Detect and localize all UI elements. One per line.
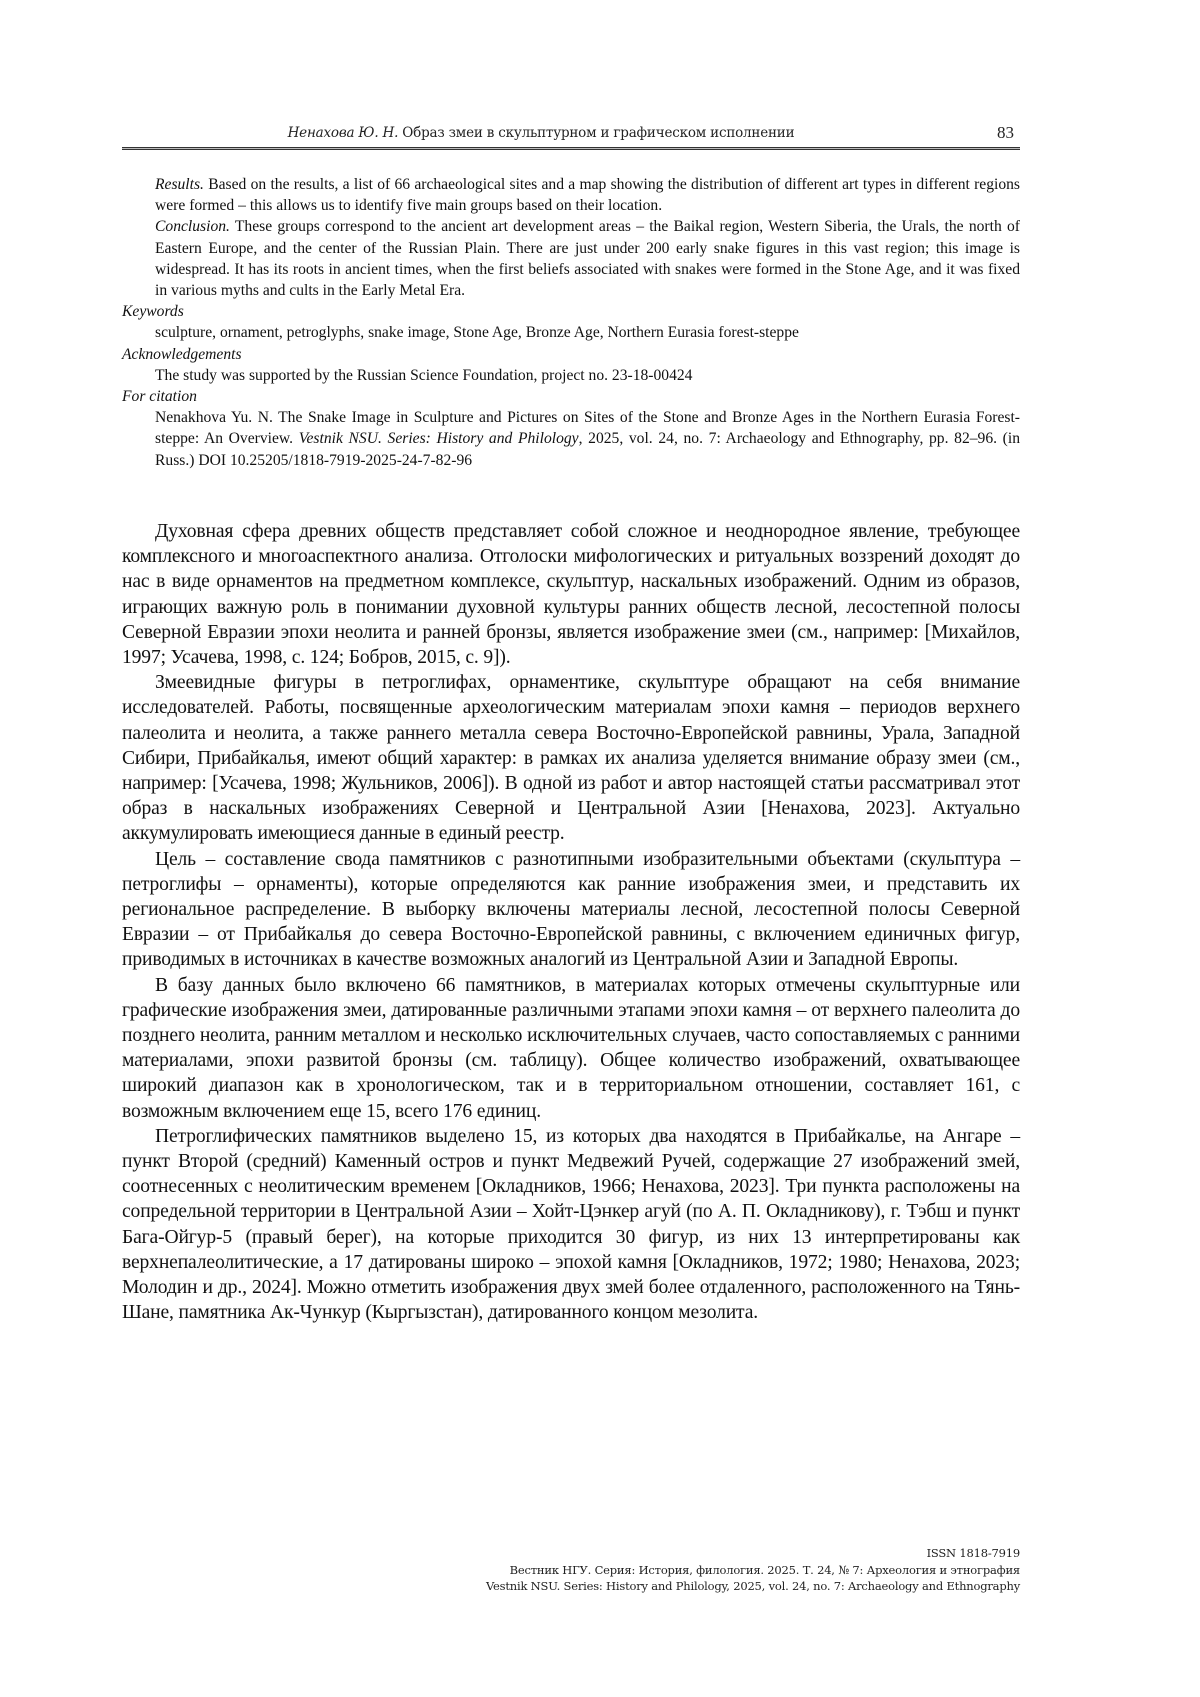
conclusion-text: These groups correspond to the ancient art development areas – the Baikal region, Western Siberia, the Urals, the north of Eastern Europe, and the center of the Russian Plain. There are just under 200 early snake figures in this vast region; this image is widespread. It has its roots in ancient times, when the first beliefs associated with snakes were formed in the Stone Age, and it was fixed in various myths and cults in the Early Metal Era. [155,218,1020,300]
citation-journal: Vestnik NSU. Series: History and Philology [298,430,579,448]
body-paragraph: Змеевидные фигуры в петроглифах, орнаментике, скульптуре обращают на себя внимание исследователей. Работы, посвященные археологическим материалам эпохи камня – периодов верхнего палеолита и неолита, а также раннего металла севера Восточно-Европейской равнины, Урала, Западной Сибири, Прибайкалья, имеют общий характер: в рамках их анализа уделяется внимание образу змеи (см., например: [Усачева, 1998; Жульников, 2006]). В одной из работ и автор настоящей статьи рассматривал этот образ в наскальных изображениях Северной и Центральной Азии [Ненахова, 2023]. Актуально аккумулировать имеющиеся данные в единый реестр. [122,672,1020,845]
footer-journal-ru: Вестник НГУ. Серия: История, филология. 2025. Т. 24, № 7: Археология и этнография [509,1562,1020,1577]
body-paragraph: В базу данных было включено 66 памятников, в материалах которых отмечены скульптурные или графические изображения змеи, датированные различными этапами эпохи камня – от верхнего палеолита до позднего неолита, ранним металлом и несколько исключительных случаев, часто сопоставляемых с ранними материалами, эпохи развитой бронзы (см. таблицу). Общее количество изображений, охватывающее широкий диапазон как в хронологическом, так и в территориальном отношении, составляет 161, с возможным включением еще 15, всего 176 единиц. [122,974,1020,1122]
keywords-text: sculpture, ornament, petroglyphs, snake image, Stone Age, Bronze Age, Northern Eurasia forest-steppe [155,324,799,342]
header-rule [122,147,1020,150]
citation-details: , 2025, vol. 24, no. 7: Archaeology and Ethnography, pp. 82–96. (in Russ.) DOI 10.25205/1818-7919-2025-24-7-82-96 [155,430,1020,469]
running-author: Ненахова Ю. Н. [287,125,399,141]
footer-journal-en: Vestnik NSU. Series: History and Philology, 2025, vol. 24, no. 7: Archaeology and Ethnography [485,1579,1020,1593]
results-text: Based on the results, a list of 66 archaeological sites and a map showing the distribution of different art types in different regions were formed – this allows us to identify five main groups based on their location. [155,176,1020,215]
citation-heading: For citation [122,388,197,406]
page-number: 83 [997,123,1014,142]
running-article-title: Образ змеи в скульптурном и графическом исполнении [402,125,795,141]
footer-issn: ISSN 1818-7919 [926,1546,1020,1560]
conclusion-paragraph [122,216,1020,301]
body-paragraph: Духовная сфера древних обществ представляет собой сложное и неоднородное явление, требующее комплексного и многоаспектного анализа. Отголоски мифологических и ритуальных воззрений доходят до нас в виде орнаментов на предметном комплексе, скульптур, наскальных изображений. Одним из образов, играющих важную роль в понимании духовной культуры ранних обществ лесной, лесостепной полосы Северной Евразии эпохи неолита и ранней бронзы, является изображение змеи (см., например: [Михайлов, 1997; Усачева, 1998, с. 124; Бобров, 2015, с. 9]). [122,521,1020,669]
results-label: Results. [155,176,204,193]
body-paragraph: Петроглифических памятников выделено 15, из которых два находятся в Прибайкалье, на Ангаре – пункт Второй (средний) Каменный остров и пункт Медвежий Ручей, содержащие 27 изображений змей, соотнесенных с неолитическим временем [Окладников, 1966; Ненахова, 2023]. Три пункта расположены на сопредельной территории в Центральной Азии – Хойт-Цэнкер агуй (по А. П. Окладникову), г. Тэбш и пункт Бага-Ойгур-5 (правый берег), на которые приходится 30 фигур, из них 13 интерпретированы как верхнепалеолитические, а 17 датированы широко – эпохой камня [Окладников, 1972; 1980; Ненахова, 2023; Молодин и др., 2024]. Можно отметить изображения двух змей более отдаленного, расположенного на Тянь-Шане, памятника Ак-Чункур (Кыргызстан), датированного концом мезолита. [122,1125,1020,1324]
english-abstract [122,174,1020,471]
article-body [122,519,1020,1326]
journal-footer [320,1545,1020,1595]
citation-text [122,407,1020,471]
acknowledgements-heading: Acknowledgements [122,345,242,363]
results-paragraph [122,174,1020,216]
acknowledgements-text: The study was supported by the Russian Science Foundation, project no. 23-18-00424 [155,366,693,384]
keywords-heading: Keywords [122,303,184,321]
citation-authors-title: Nenakhova Yu. N. The Snake Image in Sculpture and Pictures on Sites of the Stone and Bronze Ages in the Northern Eurasia Forest-steppe: An Overview. [155,409,1020,448]
running-header [122,123,1020,143]
running-title [122,125,960,141]
conclusion-label: Conclusion. [155,218,230,236]
body-paragraph: Цель – составление свода памятников с разнотипными изобразительными объектами (скульптура – петроглифы – орнаменты), которые определяются как ранние изображения змеи, и представить их региональное распределение. В выборку включены материалы лесной, лесостепной полосы Северной Евразии – от Прибайкалья до севера Восточно-Европейской равнины, с включением единичных фигур, приводимых в источниках в качестве возможных аналогий из Центральной Азии и Западной Европы. [122,848,1020,971]
